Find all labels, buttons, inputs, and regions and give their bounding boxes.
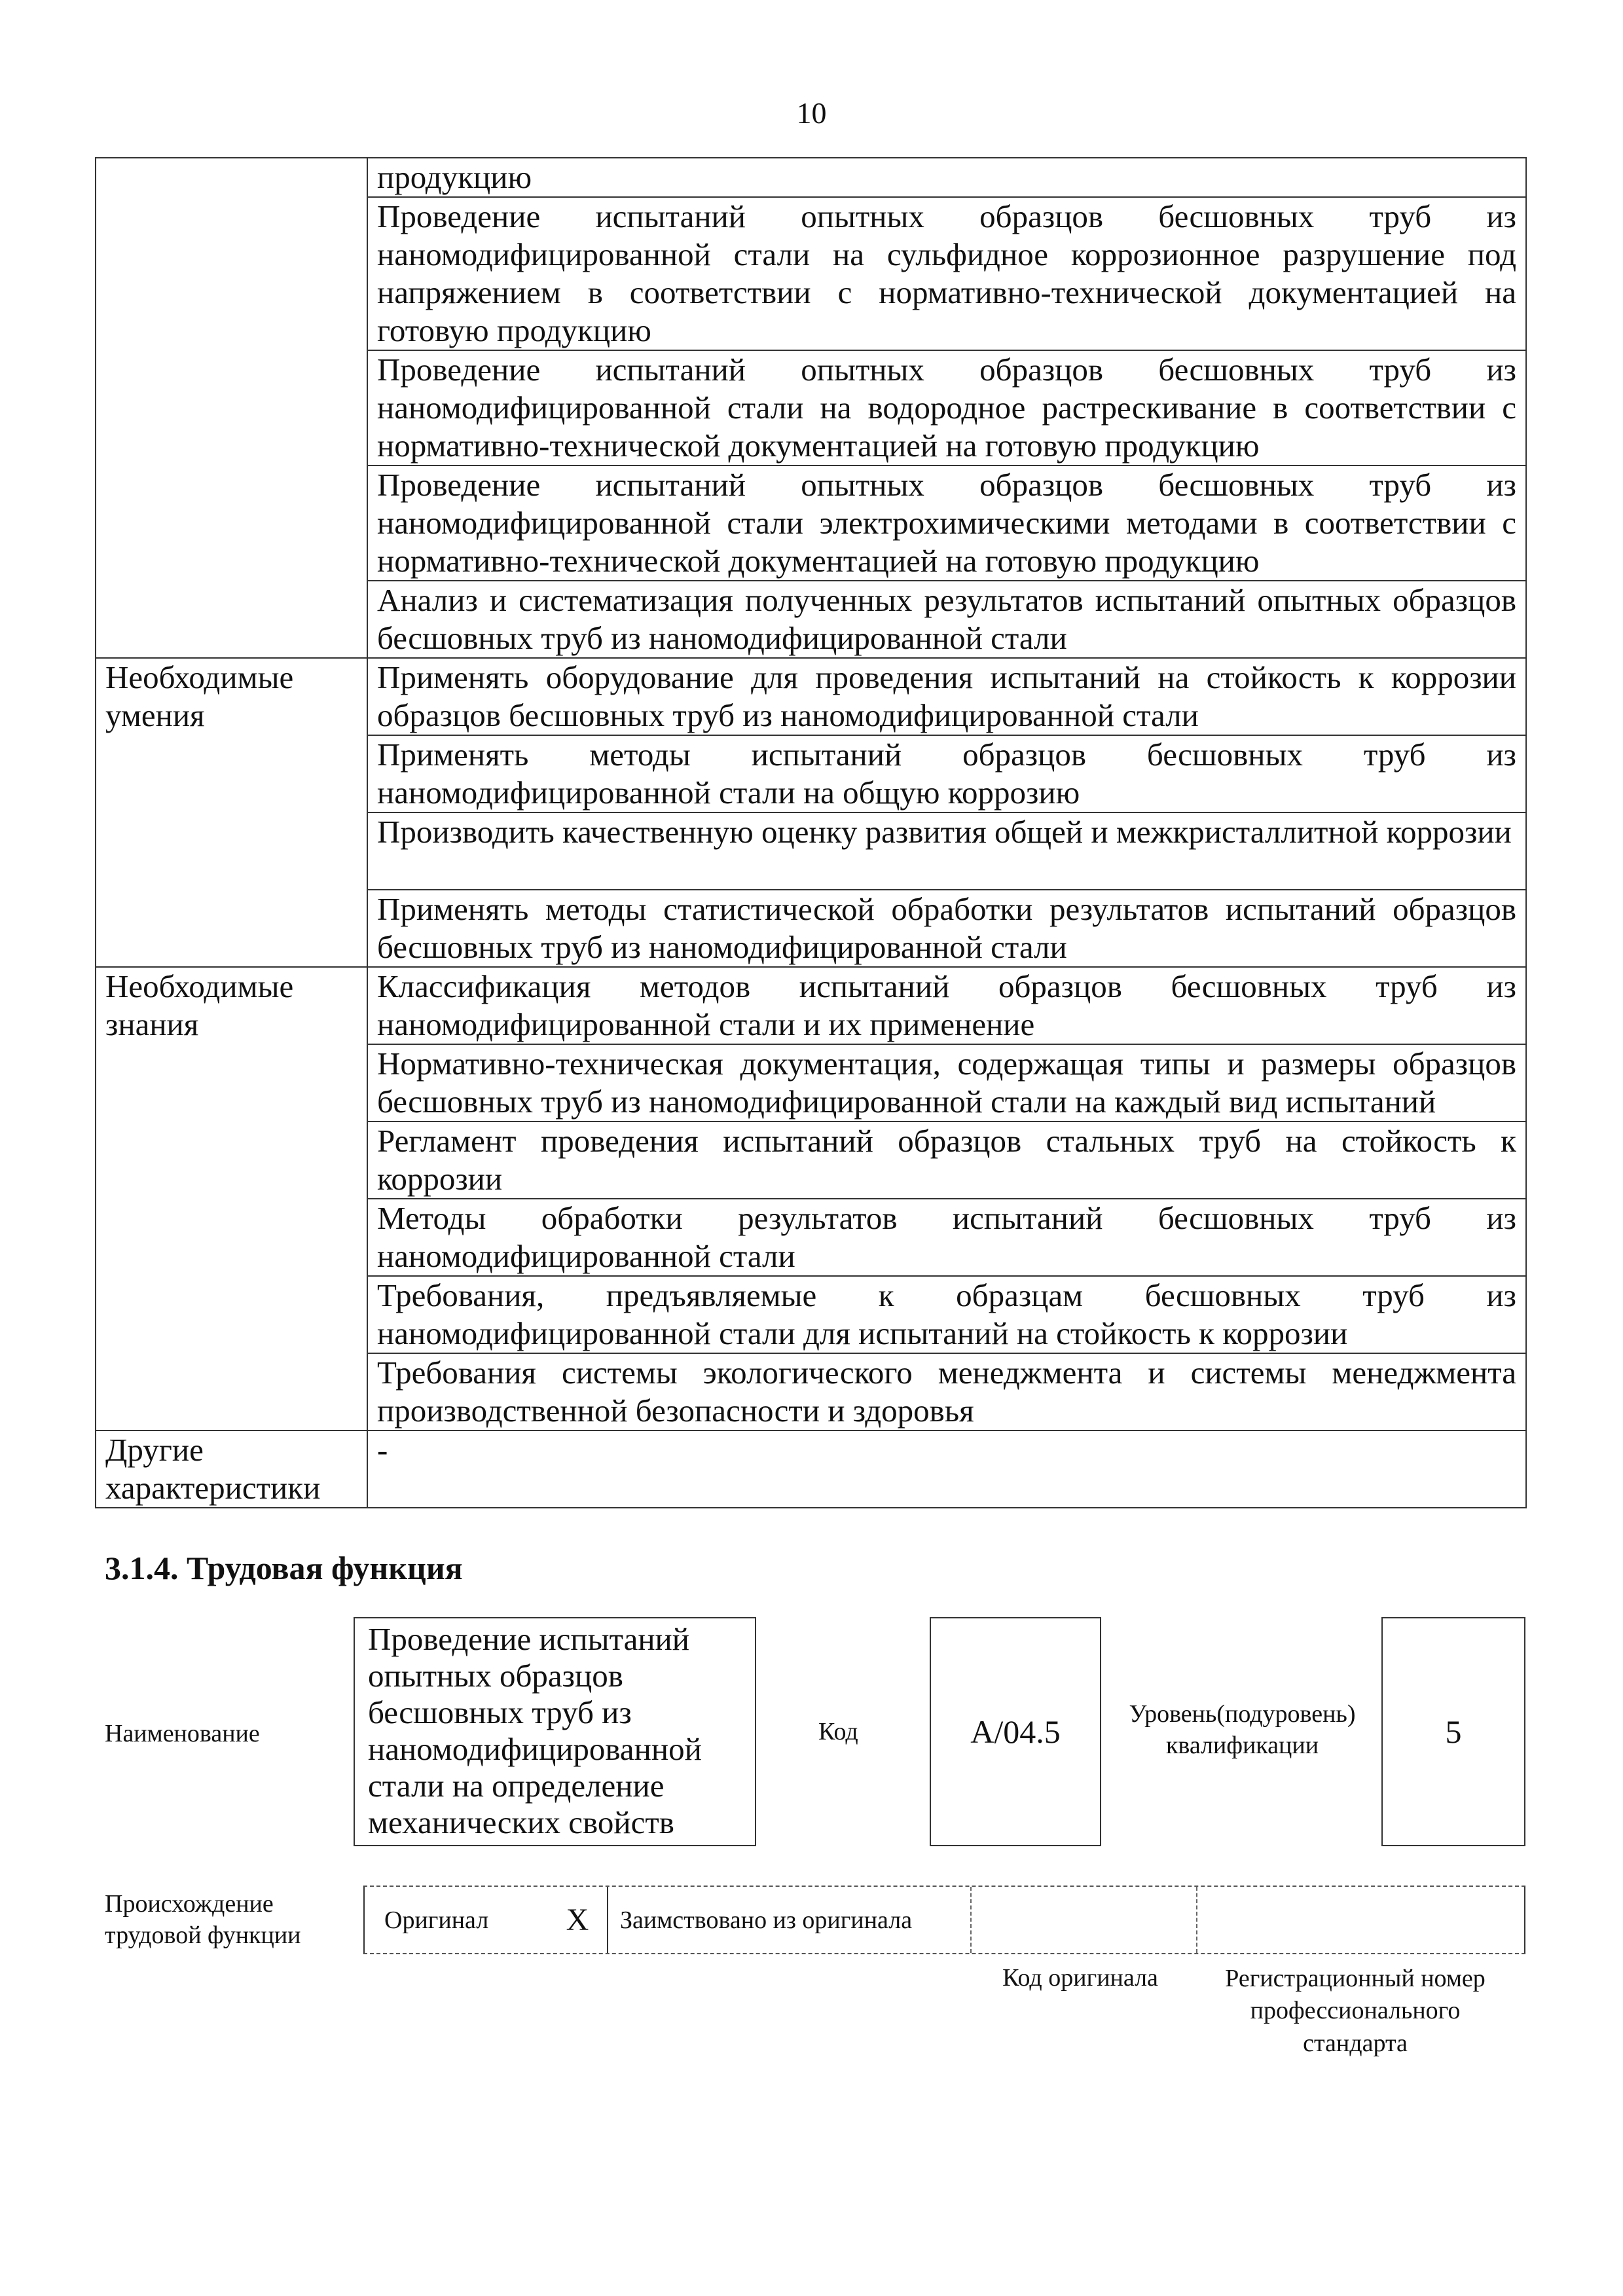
origin-divider (1196, 1887, 1197, 1953)
table-cell: Методы обработки результатов испытаний бесшовных труб из наномодифицированной стали (367, 1199, 1526, 1276)
caption-code: Код оригинала (1002, 1964, 1158, 1992)
table-cell: Применять методы испытаний образцов бесшовных труб из наномодифицированной стали на общую коррозию (367, 735, 1526, 812)
origin-code-cell (974, 1887, 1144, 1953)
table-cell: Требования, предъявляемые к образцам бесшовных труб из наномодифицированной стали для испытаний на стойкость к коррозии (367, 1276, 1526, 1353)
table-cell: Нормативно-техническая документация, содержащая типы и размеры образцов бесшовных труб из наномодифицированной стали на каждый вид испытаний (367, 1044, 1526, 1121)
row-label-other: Другие характеристики (96, 1430, 367, 1508)
table-row (96, 158, 1526, 197)
origin-row (363, 1886, 1525, 1954)
origin-mark: X (566, 1903, 589, 1937)
table-cell: Проведение испытаний опытных образцов бесшовных труб из наномодифицированной стали электрохимическими методами в соответствии с нормативно-технической документацией на готовую продукцию (367, 465, 1526, 581)
table-row (96, 1430, 1526, 1508)
origin-divider (970, 1887, 972, 1953)
row-label-knowledge: Необходимые знания (96, 967, 367, 1430)
origin-borrowed: Заимствовано из оригинала (620, 1906, 913, 1934)
competency-table (95, 157, 1527, 1508)
code-label: Код (818, 1718, 858, 1745)
level-label: Уровень(подуровень) квалификации (1129, 1700, 1356, 1759)
name-value-box: Проведение испытаний опытных образцов бесшовных труб из наномодифицированной стали на определение механических свойств (354, 1617, 756, 1846)
table-cell: Применять оборудование для проведения испытаний на стойкость к коррозии образцов бесшовных труб из наномодифицированной стали (367, 658, 1526, 735)
table-cell: продукцию (367, 158, 1526, 197)
table-cell: Производить качественную оценку развития общей и межкристаллитной коррозии (367, 812, 1526, 890)
table-cell: Применять методы статистической обработки результатов испытаний образцов бесшовных труб из наномодифицированной стали (367, 890, 1526, 967)
table-cell: Проведение испытаний опытных образцов бесшовных труб из наномодифицированной стали на водородное растрескивание в соответствии с нормативно-технической документацией на готовую продукцию (367, 350, 1526, 465)
level-value-box: 5 (1381, 1617, 1525, 1846)
origin-label: Происхождение трудовой функции (105, 1890, 301, 1949)
page-number: 10 (796, 96, 827, 130)
row-label-skills: Необходимые умения (96, 658, 367, 967)
origin-original: Оригинал (384, 1906, 489, 1934)
table-cell: Проведение испытаний опытных образцов бесшовных труб из наномодифицированной стали на сульфидное коррозионное разрушение под напряжением в соответствии с нормативно-технической документацией на готовую продукцию (367, 197, 1526, 350)
table-cell: Анализ и систематизация полученных результатов испытаний опытных образцов бесшовных труб из наномодифицированной стали (367, 581, 1526, 658)
name-label: Наименование (105, 1720, 260, 1747)
caption-reg: Регистрационный номер профессионального стандарта (1225, 1965, 1486, 2057)
table-cell: Регламент проведения испытаний образцов стальных труб на стойкость к коррозии (367, 1121, 1526, 1199)
origin-reg-cell (1199, 1887, 1520, 1953)
code-value-box: A/04.5 (930, 1617, 1101, 1846)
section-title: 3.1.4. Трудовая функция (105, 1550, 463, 1586)
origin-divider (607, 1887, 608, 1953)
table-row (96, 967, 1526, 1044)
table-cell: Классификация методов испытаний образцов бесшовных труб из наномодифицированной стали и их применение (367, 967, 1526, 1044)
table-cell: - (367, 1430, 1526, 1508)
table-row (96, 658, 1526, 735)
row-label-empty (96, 158, 367, 658)
table-cell: Требования системы экологического менеджмента и системы менеджмента производственной безопасности и здоровья (367, 1353, 1526, 1430)
